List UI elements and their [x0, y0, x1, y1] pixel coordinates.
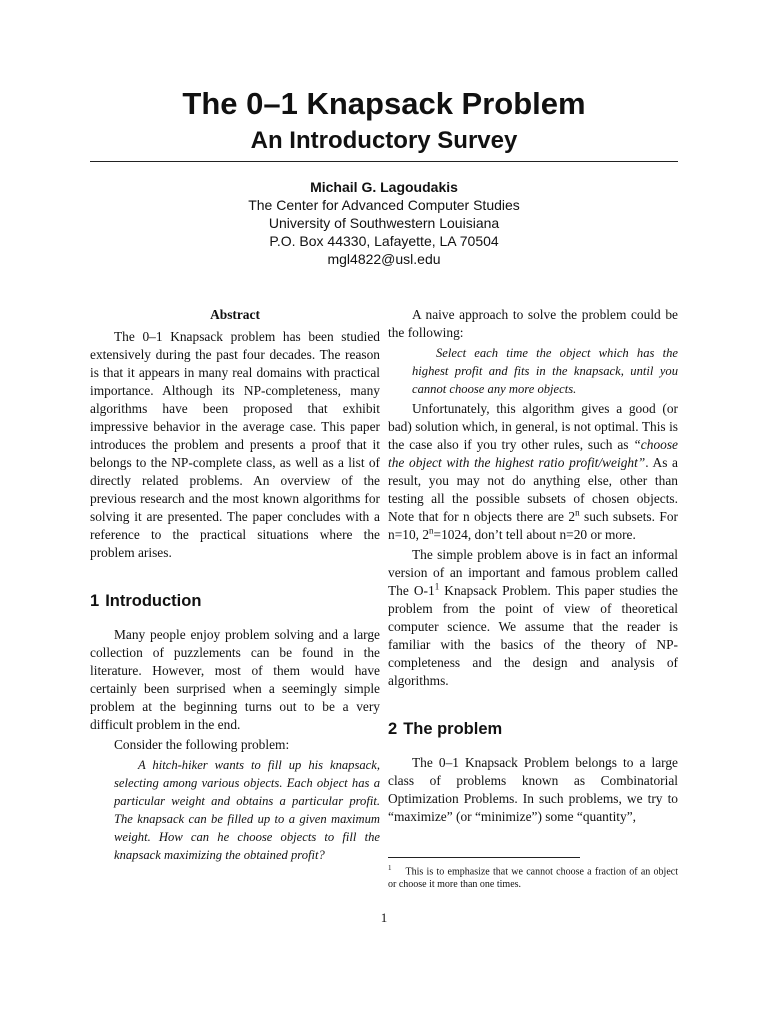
- intro-paragraph-2: Consider the following problem:: [114, 737, 290, 752]
- intro-paragraph-3: A naive approach to solve the problem could be the following:: [388, 307, 678, 340]
- p4-text-c: such subsets. For n=10, 2: [388, 509, 678, 542]
- p4-superscript-1: n: [575, 507, 580, 518]
- abstract-text: The 0–1 Knapsack problem has been studied extensively during the past four decades. The reason is that it appears in many real domains with practical importance. Although its NP-completeness, many algorithms have been proposed that exhibit impressive behavior in the average case. This paper introduces the problem and presents a proof that it belongs to the NP-complete class, as well as a list of directly related problems. An overview of the previous research and the most known algorithms for solving it are presented. The paper concludes with a reference to the practical situations where the problem arises.: [90, 329, 380, 560]
- abstract-heading: Abstract: [210, 307, 260, 322]
- p5-text-a: The simple problem above is in fact an informal version of an important and famous problem called The O-1: [388, 547, 678, 598]
- right-column: [388, 306, 678, 828]
- footnote-text: This is to emphasize that we cannot choose a fraction of an object or choose it more than one times.: [388, 866, 678, 891]
- section-number: 2: [388, 720, 398, 738]
- intro-paragraph-4: [388, 400, 678, 544]
- intro-paragraph-1: Many people enjoy problem solving and a large collection of puzzlements can be found in the literature. However, most of them would have certainly been surprised when a seemingly simple problem at the beginning turns out to be a very difficult problem in the end.: [90, 627, 380, 732]
- p5-text-b: Knapsack Problem. This paper studies the problem from the point of view of theoretical computer science. We assume that the reader is familiar with the basics of the theory of NP-completeness and the design and analysis of algorithms.: [388, 583, 678, 688]
- page-number: 1: [380, 910, 388, 925]
- title-rule: [90, 161, 678, 162]
- author-block: [0, 178, 768, 268]
- p4-text-a: Unfortunately, this algorithm gives a good (or bad) solution which, in general, is not optimal. This is the case also if you try other rules, such as: [388, 401, 678, 452]
- intro-paragraph-5: [388, 546, 678, 690]
- author-email: mgl4822@usl.edu: [327, 251, 441, 267]
- author-name: Michail G. Lagoudakis: [310, 179, 458, 195]
- p4-emphasis: “choose the object with the highest ratio profit/weight”: [388, 437, 678, 470]
- footnote-rule: [388, 857, 580, 858]
- section-title: Introduction: [105, 592, 202, 610]
- author-address: P.O. Box 44330, Lafayette, LA 70504: [269, 233, 499, 249]
- left-column: [90, 306, 380, 866]
- section-title: The problem: [403, 720, 503, 738]
- author-university: University of Southwestern Louisiana: [268, 215, 500, 231]
- p4-superscript-2: n: [429, 525, 434, 536]
- footnote-ref: 1: [434, 581, 440, 592]
- section-heading-introduction: [90, 590, 380, 612]
- problem-paragraph-1: The 0–1 Knapsack Problem belongs to a large class of problems known as Combinatorial Optimization Problems. In such problems, we try to “maximize” (or “minimize”) some “quantity”,: [388, 755, 678, 824]
- p4-text-d: =1024, don’t tell about n=20 or more.: [433, 527, 636, 542]
- paper-title: The 0–1 Knapsack Problem: [182, 86, 586, 121]
- author-affiliation: The Center for Advanced Computer Studies: [248, 197, 520, 213]
- knapsack-quote: A hitch-hiker wants to fill up his knapsack, selecting among various objects. Each object has a particular weight and obtains a particular profit. The knapsack can be filled up to a given maximum weight. How can he choose objects to fill the knapsack maximizing the obtained profit?: [114, 758, 380, 862]
- greedy-quote: Select each time the object which has the highest profit and fits in the knapsack, until you cannot choose any more objects.: [412, 346, 678, 396]
- paper-subtitle: An Introductory Survey: [250, 127, 518, 154]
- footnote-mark: 1: [388, 864, 392, 872]
- section-number: 1: [90, 592, 100, 610]
- p4-text-b: . As a result, you may not do anything else, other than testing all the possible subsets of chosen objects. Note that for n objects there are 2: [388, 455, 678, 524]
- section-heading-problem: [388, 718, 678, 740]
- footnote: [388, 862, 678, 891]
